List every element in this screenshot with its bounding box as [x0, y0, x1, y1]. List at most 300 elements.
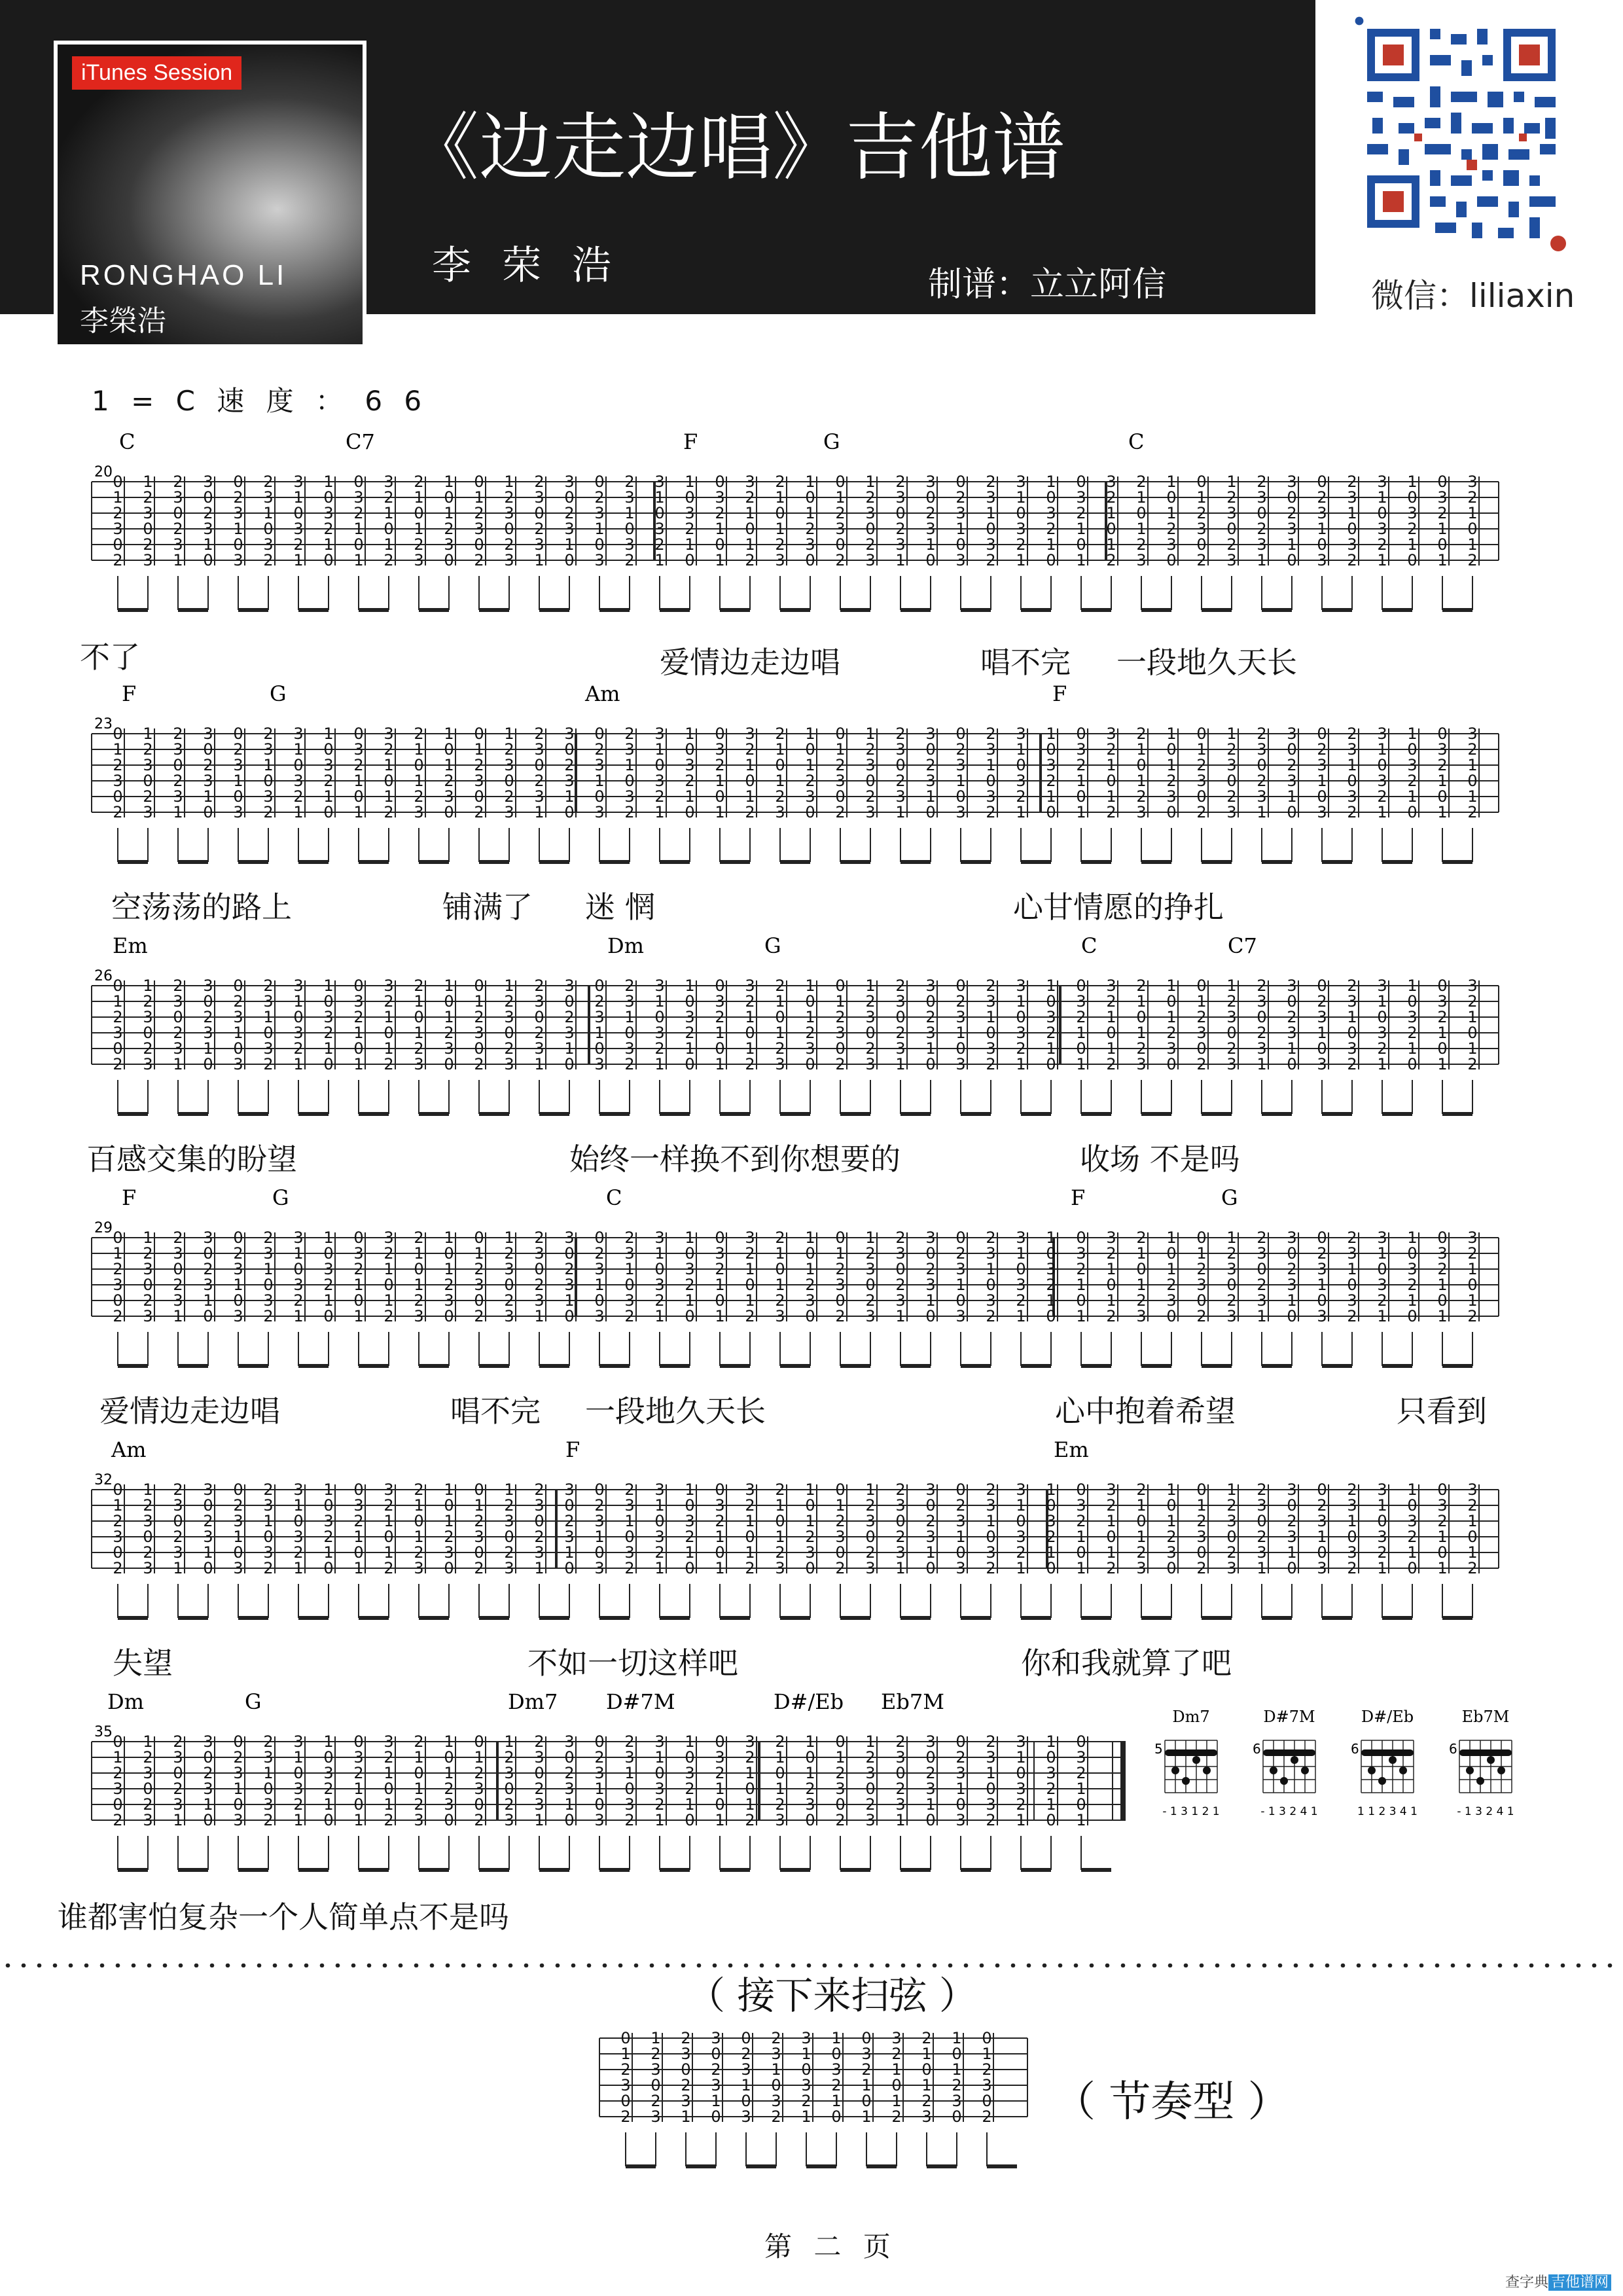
fret-number: 2 [173, 1024, 183, 1042]
fret-number: 2 [805, 1528, 815, 1546]
fret-number: 3 [233, 504, 243, 522]
fret-number: 1 [805, 756, 815, 774]
fret-number: 0 [895, 1008, 906, 1026]
fret-number: 2 [1257, 1024, 1267, 1042]
fret-number: 3 [925, 977, 936, 995]
tab-note-column [865, 1229, 877, 1366]
fret-number: 2 [323, 1528, 334, 1546]
fret-number: 1 [444, 1764, 454, 1782]
tab-note-column [986, 725, 997, 862]
fret-number: 0 [654, 504, 665, 522]
tab-note-column [891, 2029, 903, 2166]
fret-number: 2 [594, 1748, 605, 1767]
fret-number: 0 [925, 1496, 936, 1515]
fret-number: 1 [1437, 551, 1448, 569]
fret-number: 1 [865, 1732, 876, 1751]
fret-number: 2 [1226, 535, 1237, 554]
fret-number: 2 [715, 1764, 725, 1782]
tab-note-column [564, 473, 576, 610]
fret-number: 0 [1407, 1244, 1418, 1263]
chord-label: C [606, 1185, 622, 1210]
fret-number: 2 [1437, 504, 1448, 522]
fret-number: 3 [711, 2076, 721, 2094]
fret-number: 0 [865, 1780, 876, 1798]
fret-number: 2 [925, 1008, 936, 1026]
fret-number: 0 [1347, 520, 1357, 538]
fret-number: 0 [594, 473, 605, 491]
fret-number: 0 [1317, 1039, 1327, 1058]
fret-number: 0 [1317, 787, 1327, 806]
fret-number: 3 [564, 1229, 575, 1247]
fret-number: 1 [504, 1480, 514, 1499]
fret-number: 3 [173, 1795, 183, 1814]
fret-number: 0 [233, 787, 243, 806]
fret-number: 1 [775, 1024, 785, 1042]
fret-number: 0 [925, 1748, 936, 1767]
fret-number: 2 [835, 1008, 846, 1026]
fret-number: 3 [203, 1780, 213, 1798]
fret-number: 2 [534, 1024, 544, 1042]
fret-number: 2 [1377, 1543, 1387, 1562]
album-artist-en: RONGHAO LI [80, 259, 287, 291]
fret-number: 0 [1467, 1276, 1478, 1294]
fret-number: 0 [143, 520, 153, 538]
fret-number: 2 [293, 1291, 304, 1310]
fret-number: 1 [624, 504, 635, 522]
fret-number: 1 [1347, 504, 1357, 522]
fret-number: 0 [474, 787, 484, 806]
fret-number: 1 [414, 520, 424, 538]
chord-label: Am [111, 1437, 147, 1462]
tab-note-column [564, 725, 576, 862]
fret-number: 3 [1377, 473, 1387, 491]
fret-number: 0 [955, 1039, 966, 1058]
tab-note-column [1046, 1229, 1058, 1366]
tab-staff-row-3 [0, 923, 1623, 1172]
fret-number: 2 [534, 1528, 544, 1546]
fret-number: 1 [1437, 520, 1448, 538]
fret-number: 0 [1287, 488, 1297, 507]
fret-number: 1 [444, 504, 454, 522]
fret-number: 2 [1467, 992, 1478, 1011]
fret-number: 3 [293, 1276, 304, 1294]
fret-number: 0 [1046, 1055, 1056, 1073]
fret-number: 0 [741, 2092, 751, 2110]
fret-number: 2 [414, 535, 424, 554]
fret-number: 1 [293, 1811, 304, 1829]
fret-number: 3 [1287, 1528, 1297, 1546]
fret-number: 2 [835, 551, 846, 569]
fret-number: 1 [383, 1039, 394, 1058]
fret-number: 3 [925, 1024, 936, 1042]
fret-number: 1 [1136, 992, 1147, 1011]
fret-number: 3 [143, 1811, 153, 1829]
fret-number: 3 [444, 535, 454, 554]
fret-number: 1 [594, 520, 605, 538]
fret-number: 3 [143, 1764, 153, 1782]
fret-number: 2 [414, 1229, 424, 1247]
fret-number: 2 [383, 551, 394, 569]
fret-number: 3 [1226, 551, 1237, 569]
tab-note-column [925, 473, 937, 610]
fret-number: 3 [474, 1024, 484, 1042]
album-cover [54, 41, 366, 348]
fret-number: 1 [414, 1496, 424, 1515]
fret-number: 3 [173, 1496, 183, 1515]
fret-number: 2 [1136, 473, 1147, 491]
fret-number: 2 [1257, 1528, 1267, 1546]
fret-number: 0 [474, 1732, 484, 1751]
fret-number: 0 [203, 1244, 213, 1263]
fret-number: 2 [383, 1748, 394, 1767]
fret-number: 1 [534, 1811, 544, 1829]
fret-number: 2 [1196, 1307, 1207, 1325]
fret-number: 2 [865, 1291, 876, 1310]
fret-number: 0 [594, 1039, 605, 1058]
fret-number: 0 [835, 787, 846, 806]
fret-number: 3 [594, 504, 605, 522]
fret-number: 2 [173, 1229, 183, 1247]
fret-number: 3 [1437, 1496, 1448, 1515]
fret-number: 1 [444, 1008, 454, 1026]
fret-number: 3 [594, 1764, 605, 1782]
chord-diagram-fingers: - 1 3 2 4 1 [1260, 1805, 1318, 1818]
fret-number: 2 [685, 1528, 695, 1546]
fret-number: 3 [835, 1276, 846, 1294]
fret-number: 3 [741, 2060, 751, 2079]
tab-row-4 [0, 1175, 1623, 1429]
fret-number: 2 [143, 488, 153, 507]
fret-number: 3 [1377, 1480, 1387, 1499]
fret-number: 1 [1166, 977, 1177, 995]
fret-number: 3 [1226, 1008, 1237, 1026]
fret-number: 3 [534, 1795, 544, 1814]
fret-number: 0 [1196, 1480, 1207, 1499]
fret-number: 0 [715, 977, 725, 995]
tab-row-2 [0, 671, 1623, 925]
fret-number: 2 [173, 1780, 183, 1798]
fret-number: 0 [1257, 756, 1267, 774]
fret-number: 0 [715, 1795, 725, 1814]
fret-number: 3 [293, 772, 304, 790]
fret-number: 1 [685, 1480, 695, 1499]
fret-number: 2 [474, 1008, 484, 1026]
fret-number: 3 [835, 520, 846, 538]
fret-number: 1 [891, 2092, 902, 2110]
fret-number: 3 [925, 520, 936, 538]
chord-label: F [683, 429, 698, 454]
fret-number: 2 [323, 1276, 334, 1294]
fret-number: 3 [534, 1543, 544, 1562]
fret-number: 3 [504, 551, 514, 569]
fret-number: 2 [1287, 1008, 1297, 1026]
fret-number: 3 [1377, 520, 1387, 538]
fret-number: 3 [203, 473, 213, 491]
fret-number: 2 [745, 1055, 755, 1073]
fret-number: 3 [624, 740, 635, 759]
fret-number: 1 [861, 2076, 872, 2094]
fret-number: 0 [504, 1528, 514, 1546]
fret-number: 1 [775, 1496, 785, 1515]
fret-number: 3 [444, 1291, 454, 1310]
fret-number: 3 [1226, 803, 1237, 821]
fret-number: 0 [444, 1811, 454, 1829]
tab-note-column [383, 1480, 395, 1618]
fret-number: 1 [1467, 756, 1478, 774]
fret-number: 2 [1377, 787, 1387, 806]
fret-number: 3 [203, 1229, 213, 1247]
fret-number: 1 [353, 520, 364, 538]
fret-number: 2 [775, 1229, 785, 1247]
fret-number: 2 [504, 1496, 514, 1515]
fret-number: 0 [414, 756, 424, 774]
fret-number: 3 [203, 725, 213, 743]
fret-number: 2 [143, 740, 153, 759]
fret-number: 3 [1106, 1480, 1116, 1499]
fret-number: 2 [263, 1480, 274, 1499]
fret-number: 3 [414, 1055, 424, 1073]
fret-number: 1 [1166, 1008, 1177, 1026]
fret-number: 0 [1106, 1528, 1116, 1546]
fret-number: 1 [835, 992, 846, 1011]
tab-note-column [1287, 725, 1298, 862]
fret-number: 1 [1437, 772, 1448, 790]
fret-number: 2 [925, 504, 936, 522]
fret-number: 2 [1347, 551, 1357, 569]
fret-number: 0 [925, 488, 936, 507]
lyric: 始终一样换不到你想要的 [569, 1141, 901, 1177]
fret-number: 1 [233, 1024, 243, 1042]
fret-number: 2 [1226, 787, 1237, 806]
fret-number: 0 [1016, 1512, 1026, 1530]
fret-number: 0 [895, 1764, 906, 1782]
fret-number: 3 [921, 2108, 932, 2126]
fret-number: 2 [775, 977, 785, 995]
fret-number: 3 [263, 1496, 274, 1515]
fret-number: 0 [1166, 1055, 1177, 1073]
fret-number: 1 [715, 1559, 725, 1577]
fret-number: 3 [383, 1480, 394, 1499]
fret-number: 3 [831, 2060, 842, 2079]
fret-number: 2 [143, 1291, 153, 1310]
fret-number: 1 [745, 1764, 755, 1782]
fret-number: 1 [1046, 1039, 1056, 1058]
fret-number: 1 [263, 1008, 274, 1026]
fret-number: 3 [263, 1039, 274, 1058]
fret-number: 0 [685, 1748, 695, 1767]
fret-number: 2 [474, 504, 484, 522]
fret-number: 0 [925, 1559, 936, 1577]
chord-diagram-fret: 6 [1449, 1741, 1457, 1757]
fret-number: 0 [1467, 520, 1478, 538]
tab-note-column [1226, 1229, 1238, 1366]
fret-number: 3 [323, 756, 334, 774]
fret-number: 1 [1317, 772, 1327, 790]
fret-number: 0 [564, 1811, 575, 1829]
fret-number: 1 [745, 787, 755, 806]
fret-number: 0 [1407, 551, 1418, 569]
fret-number: 3 [534, 1244, 544, 1263]
fret-number: 3 [233, 1008, 243, 1026]
fret-number: 0 [1136, 1008, 1147, 1026]
tab-note-column [1166, 1480, 1178, 1618]
fret-number: 3 [865, 1055, 876, 1073]
fret-number: 3 [1106, 977, 1116, 995]
fret-number: 1 [1136, 1496, 1147, 1515]
fret-number: 0 [113, 473, 123, 491]
fret-number: 1 [1046, 1229, 1056, 1247]
fret-number: 1 [986, 756, 996, 774]
fret-number: 3 [1437, 740, 1448, 759]
fret-number: 1 [1437, 1055, 1448, 1073]
fret-number: 2 [775, 1795, 785, 1814]
fret-number: 1 [353, 1055, 364, 1073]
fret-number: 2 [534, 1732, 544, 1751]
fret-number: 2 [982, 2060, 992, 2079]
fret-number: 0 [745, 1276, 755, 1294]
fret-number: 1 [293, 1244, 304, 1263]
fret-number: 3 [1166, 787, 1177, 806]
fret-number: 1 [1136, 772, 1147, 790]
fret-number: 3 [293, 1024, 304, 1042]
fret-number: 1 [323, 725, 334, 743]
fret-number: 3 [293, 1780, 304, 1798]
fret-number: 3 [1347, 1291, 1357, 1310]
fret-number: 3 [982, 2076, 992, 2094]
fret-number: 0 [1317, 977, 1327, 995]
fret-number: 1 [745, 1008, 755, 1026]
fret-number: 0 [353, 473, 364, 491]
fret-number: 1 [323, 1732, 334, 1751]
fret-number: 2 [1407, 520, 1418, 538]
fret-number: 1 [143, 1480, 153, 1499]
tab-note-column [1407, 725, 1419, 862]
fret-number: 2 [620, 2108, 631, 2126]
fret-number: 0 [414, 504, 424, 522]
fret-number: 1 [1016, 1811, 1026, 1829]
fret-number: 3 [1467, 1480, 1478, 1499]
fret-number: 2 [1106, 803, 1116, 821]
fret-number: 0 [955, 1543, 966, 1562]
fret-number: 1 [1016, 803, 1026, 821]
fret-number: 0 [1287, 803, 1297, 821]
fret-number: 3 [1347, 740, 1357, 759]
fret-number: 3 [1347, 1244, 1357, 1263]
bar-number: 29 [94, 1220, 113, 1236]
fret-number: 3 [143, 803, 153, 821]
fret-number: 2 [805, 1780, 815, 1798]
fret-number: 0 [1317, 1480, 1327, 1499]
tab-note-column [1407, 977, 1419, 1114]
fret-number: 3 [113, 1024, 123, 1042]
fret-number: 2 [1106, 1055, 1116, 1073]
fret-number: 0 [1016, 1008, 1026, 1026]
fret-number: 0 [1437, 1543, 1448, 1562]
fret-number: 0 [594, 1543, 605, 1562]
fret-number: 1 [323, 1480, 334, 1499]
fret-number: 1 [741, 2076, 751, 2094]
fret-number: 2 [1196, 1559, 1207, 1577]
fret-number: 0 [564, 1559, 575, 1577]
fret-number: 1 [1287, 535, 1297, 554]
fret-number: 1 [835, 740, 846, 759]
fret-number: 0 [685, 1244, 695, 1263]
fret-number: 2 [534, 1276, 544, 1294]
fret-number: 3 [1046, 1260, 1056, 1278]
fret-number: 3 [173, 1748, 183, 1767]
fret-number: 0 [1377, 756, 1387, 774]
fret-number: 2 [1046, 1528, 1056, 1546]
fret-number: 2 [835, 1559, 846, 1577]
fret-number: 0 [293, 1260, 304, 1278]
fret-number: 2 [775, 1291, 785, 1310]
fret-number: 2 [504, 488, 514, 507]
fret-number: 3 [865, 1764, 876, 1782]
fret-number: 1 [715, 551, 725, 569]
fret-number: 0 [1016, 1764, 1026, 1782]
fret-number: 3 [986, 787, 996, 806]
fret-number: 3 [534, 1748, 544, 1767]
fret-number: 2 [745, 488, 755, 507]
fret-number: 3 [895, 992, 906, 1011]
fret-number: 1 [1076, 1055, 1086, 1073]
fret-number: 3 [504, 1512, 514, 1530]
fret-number: 1 [263, 1764, 274, 1782]
fret-number: 0 [925, 1244, 936, 1263]
fret-number: 1 [831, 2092, 842, 2110]
fret-number: 1 [1016, 992, 1026, 1011]
fret-number: 1 [654, 1496, 665, 1515]
fret-number: 3 [685, 756, 695, 774]
fret-number: 1 [263, 1260, 274, 1278]
fret-number: 2 [1076, 1008, 1086, 1026]
fret-number: 3 [1317, 1055, 1327, 1073]
fret-number: 3 [293, 725, 304, 743]
fret-number: 0 [1196, 1039, 1207, 1058]
fret-number: 3 [955, 504, 966, 522]
fret-number: 0 [835, 977, 846, 995]
fret-number: 0 [955, 725, 966, 743]
tab-note-column [1106, 473, 1118, 610]
fret-number: 2 [865, 488, 876, 507]
chord-label: G [272, 1185, 289, 1210]
fret-number: 2 [1106, 1307, 1116, 1325]
fret-number: 1 [564, 535, 575, 554]
fret-number: 1 [952, 2060, 962, 2079]
fret-number: 3 [654, 977, 665, 995]
fret-number: 0 [1076, 1291, 1086, 1310]
fret-number: 0 [444, 992, 454, 1011]
fret-number: 3 [534, 740, 544, 759]
fret-number: 2 [1437, 1008, 1448, 1026]
fret-number: 0 [925, 1055, 936, 1073]
fret-number: 2 [113, 1307, 123, 1325]
fret-number: 2 [203, 504, 213, 522]
fret-number: 3 [775, 1055, 785, 1073]
fret-number: 1 [143, 977, 153, 995]
fret-number: 3 [1226, 1055, 1237, 1073]
fret-number: 3 [1437, 488, 1448, 507]
fret-number: 1 [685, 535, 695, 554]
fret-number: 3 [1437, 1244, 1448, 1263]
fret-number: 3 [233, 1307, 243, 1325]
tab-note-column [143, 473, 154, 610]
fret-number: 3 [1347, 992, 1357, 1011]
fret-number: 0 [715, 473, 725, 491]
fret-number: 3 [895, 1244, 906, 1263]
fret-number: 2 [1016, 535, 1026, 554]
fret-number: 2 [383, 1244, 394, 1263]
